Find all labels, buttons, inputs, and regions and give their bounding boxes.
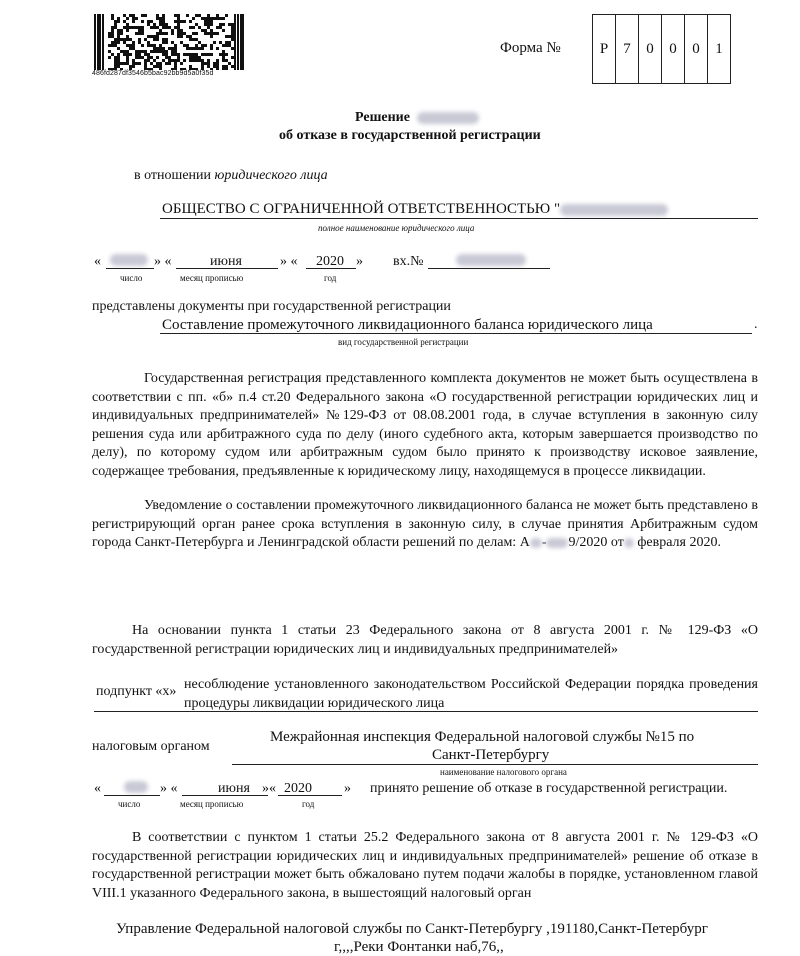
date1-year: 2020 <box>316 254 344 269</box>
form-code-cell: 0 <box>639 15 662 83</box>
form-label: Форма № <box>500 40 561 56</box>
basis-text: На основании пункта 1 статьи 23 Федерального закона от 8 августа 2001 г. № 129-ФЗ «О государственной регистрации юридических лиц и индивидуальных предпринимателей» <box>92 623 758 657</box>
caption-day-2: число <box>118 799 141 809</box>
month-underline <box>176 268 278 269</box>
paragraph-refusal-reason: Государственная регистрация представленного комплекта документов не может быть осуществлена в соответствии с пп. «б» п.4 ст.20 Федерального закона «О государственной регистрации юридических лиц и индивидуальных предпринимателей» №129-ФЗ от 08.08.2001 года, в случае вступления в законную силу решения суда или арбитражного суда по делу (иного судебного акта, которым завершается производство по делу), по которому судом или арбитражным судом было принято к производству исковое заявление, содержащее требования, предъявленные к юридическому лицу, находящемуся в процессе ликвидации. <box>92 371 758 479</box>
date2-quote-open: « <box>94 781 101 796</box>
caption-year-2: год <box>302 799 315 809</box>
subpoint-label: подпункт «х» <box>96 684 177 699</box>
date2-quote-close: » <box>344 781 351 796</box>
in-number-underline <box>428 268 550 269</box>
title-line2: об отказе в государственной регистрации <box>279 128 541 143</box>
redacted-number <box>417 112 479 124</box>
notice-case-year: 9/2020 от <box>568 535 624 551</box>
title-line1 <box>355 110 479 126</box>
quote-close-2: » « <box>280 254 298 269</box>
quote-close-3: » <box>356 254 363 269</box>
barcode-image <box>94 14 244 70</box>
day-underline <box>106 268 154 269</box>
month2-underline <box>182 795 268 796</box>
full-name-caption: полное наименование юридического лица <box>318 223 475 233</box>
year-underline <box>306 268 356 269</box>
appeal-org-line2: г,,,,Реки Фонтанки наб,76,, <box>334 939 504 955</box>
date2-quote-mid-2: »« <box>262 781 276 796</box>
subject-line <box>134 168 328 184</box>
documents-intro: представлены документы при государственной регистрации <box>92 299 451 314</box>
quote-close: » « <box>154 254 172 269</box>
registration-type: Составление промежуточного ликвидационного баланса юридического лица <box>162 317 653 333</box>
form-code-cell: 0 <box>662 15 685 83</box>
name-underline <box>160 218 758 219</box>
date2-year: 2020 <box>284 781 312 796</box>
in-number-label: вх.№ <box>393 254 424 269</box>
date1-month: июня <box>210 254 242 269</box>
day2-underline <box>104 795 160 796</box>
redacted-case-1 <box>530 538 542 548</box>
registration-type-caption: вид государственной регистрации <box>338 337 469 347</box>
date1-row: « <box>94 254 101 269</box>
authority-name-line2: Санкт-Петербургу <box>432 747 550 763</box>
entity-type: юридического лица <box>214 168 328 183</box>
subpoint-text: несоблюдение установленного законодательством Российской Федерации порядка проведения процедуры ликвидации юридического лица <box>184 677 758 711</box>
appeal-text: В соответствии с пунктом 1 статьи 25.2 Федерального закона от 8 августа 2001 г. № 129-ФЗ «О государственной регистрации юридических лиц и индивидуальных предпринимателей» решение об отказе в государственной регистрации может быть обжаловано путем подачи жалобы в порядке, установленном главой VIII.1 указанного Федерального закона, в вышестоящий налоговый орган <box>92 830 758 901</box>
redacted-day <box>110 254 148 266</box>
caption-month-2: месяц прописью <box>180 799 244 809</box>
date2-quote-mid: » « <box>160 781 178 796</box>
form-code-cell: 0 <box>685 15 708 83</box>
barcode-text: 486fd287df3546b5bac92bb9d5a0f35d <box>92 70 214 77</box>
year2-underline <box>278 795 342 796</box>
caption-month: месяц прописью <box>180 273 244 283</box>
registration-type-underline <box>160 333 752 334</box>
form-code-box <box>592 14 731 84</box>
appeal-org-line1: Управление Федеральной налоговой службы по Санкт-Петербургу ,191180,Санкт-Петербург <box>116 921 708 937</box>
decision-text: принято решение об отказе в государственной регистрации. <box>370 781 728 796</box>
authority-caption: наименование налогового органа <box>440 767 567 777</box>
caption-day: число <box>120 273 143 283</box>
title-word: Решение <box>355 110 410 125</box>
redacted-name <box>560 204 668 216</box>
caption-year: год <box>324 273 337 283</box>
redacted-in-number <box>456 254 526 266</box>
notice-text: Уведомление о составлении промежуточного ликвидационного баланса не может быть представлено в регистрирующий орган ранее срока вступления в законную силу, в случае принятия Арбитражным судом города Санкт-Петербурга и Ленинградской области решений по делам: А <box>92 498 758 551</box>
redacted-date <box>624 538 634 548</box>
notice-dash: - <box>541 535 547 551</box>
entity-full-name <box>162 201 668 218</box>
subject-prefix: в отношении <box>134 168 212 183</box>
form-code-cell: 7 <box>616 15 639 83</box>
authority-name-line1: Межрайонная инспекция Федеральной налоговой службы №15 по <box>270 729 695 745</box>
subpoint-underline <box>94 711 758 712</box>
authority-underline <box>232 764 758 765</box>
authority-label: налоговым органом <box>92 739 210 754</box>
notice-date: февраля 2020. <box>633 535 721 551</box>
entity-name-text: ОБЩЕСТВО С ОГРАНИЧЕННОЙ ОТВЕТСТВЕННОСТЬЮ " <box>162 201 561 217</box>
redacted-case-2 <box>546 538 568 548</box>
form-code-cell: Р <box>593 15 616 83</box>
period: . <box>754 317 758 332</box>
paragraph-notice <box>92 497 758 553</box>
form-code-cell: 1 <box>715 40 723 57</box>
redacted-day-2 <box>124 781 148 793</box>
date2-month: июня <box>218 781 250 796</box>
